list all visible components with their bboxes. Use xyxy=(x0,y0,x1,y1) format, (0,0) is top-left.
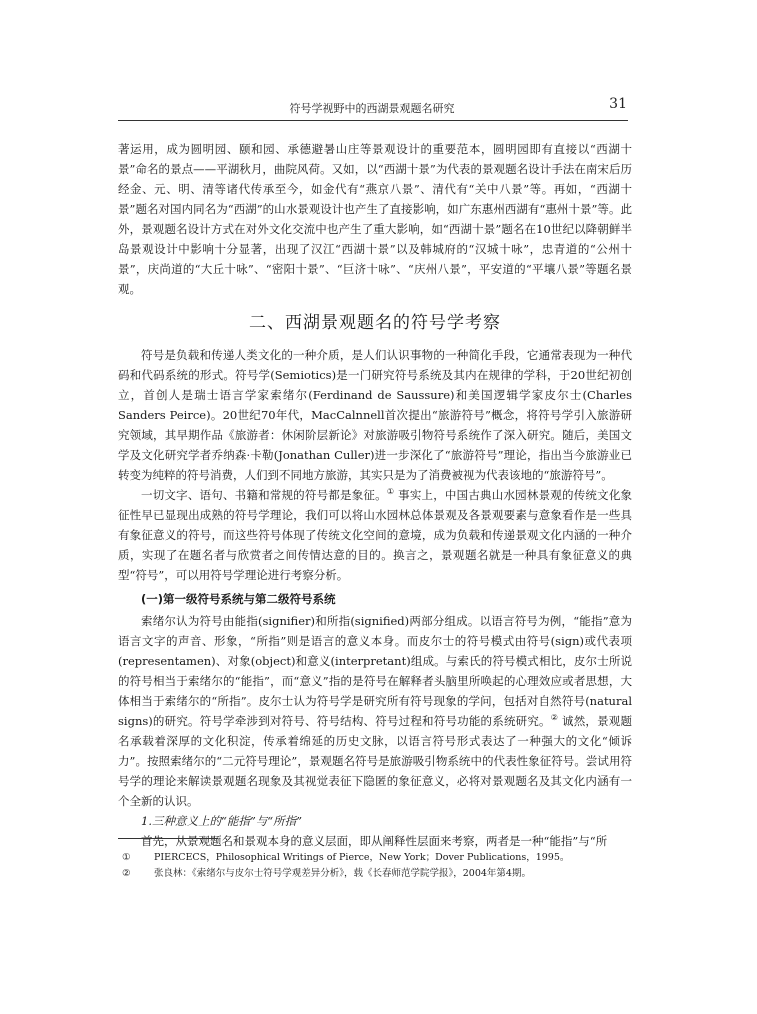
footnote xyxy=(118,850,632,866)
footnote-number: ② xyxy=(122,868,131,879)
body-text xyxy=(118,139,632,851)
paragraph-lead: 一切文字、语句、书籍和常规的符号都是象征。 xyxy=(141,488,387,502)
footnote-rule xyxy=(118,838,218,839)
paragraph-lead: 索绪尔认为符号由能指(signifier)和所指(signified)两部分组成。以语言符号为例，“能指”意为语言文字的声音、形象，“所指”则是语言的意义本身。而皮尔士的符号模式由符号(sign)或代表项(representamen)、对象(object)和意义(interpretant)组成。与索氏的符号模式相比，皮尔士所说的符号相当于索绪尔的“能指”，而“意义”指的是符号在解释者头脑里所唤起的心理效应或者思想，大体相当于索绪尔的“所指”。皮尔士认为符号学是研究所有符号现象的学问，包括对自然符号(natural signs)的研究。符号学牵涉到对符号、符号结构、符号过程和符号功能的系统研究。 xyxy=(118,614,632,728)
paragraph xyxy=(118,485,632,585)
footnote-mark: ① xyxy=(386,487,395,497)
subsection-heading: (一)第一级符号系统与第二级符号系统 xyxy=(141,592,336,606)
section-heading: 二、西湖景观题名的符号学考察 xyxy=(249,313,501,333)
footnote-mark: ② xyxy=(550,713,559,723)
footnote-number: ① xyxy=(122,852,131,863)
subsubsection-heading: 1.三种意义上的“能指”与“所指” xyxy=(141,814,302,828)
running-title: 符号学视野中的西湖景观题名研究 xyxy=(289,102,455,115)
header-rule xyxy=(118,120,628,121)
footnote-text: 张良林：《索绪尔与皮尔士符号学观差异分析》，载《长春师范学院学报》，2004年第4期。 xyxy=(154,868,531,879)
page-number: 31 xyxy=(609,96,627,112)
footnote-text: PIERCECS，Philosophical Writings of Pierce，New York；Dover Publications，1995。 xyxy=(154,852,570,863)
footnote xyxy=(118,866,632,882)
paragraph xyxy=(118,611,632,811)
paragraph-rest: 诚然，景观题名承载着深厚的文化积淀，传承着绵延的历史文脉，以语言符号形式表达了一种强大的文化“倾诉力”。按照索绪尔的“二元符号理论”，景观题名符号是旅游吸引物系统中的代表性象征符号。尝试用符号学的理论来解读景观题名现象及其视觉表征下隐匿的象征意义，必将对景观题名及其文化内涵有一个全新的认识。 xyxy=(118,714,633,808)
paragraph: 首先，从景观题名和景观本身的意义层面，即从阐释性层面来考察，两者是一种“能指”与“所 xyxy=(141,834,608,848)
paragraph-rest: 事实上，中国古典山水园林景观的传统文化象征性早已显现出成熟的符号学理论，我们可以将山水园林总体景观及各景观要素与意象看作是一些具有象征意义的符号，而这些符号体现了传统文化空间的意境，成为负载和传递景观文化内涵的一种介质，实现了在题名者与欣赏者之间传情达意的目的。换言之，景观题名就是一种具有象征意义的典型“符号”，可以用符号学理论进行考察分析。 xyxy=(118,488,633,582)
paragraph-continued: 著运用，成为圆明园、颐和园、承德避暑山庄等景观设计的重要范本，圆明园即有直接以“西湖十景”命名的景点——平湖秋月，曲院风荷。又如，以“西湖十景”为代表的景观题名设计手法在南宋后历经金、元、明、清等诸代传承至今，如金代有“燕京八景”、清代有“关中八景”等。再如，“西湖十景”题名对国内同名为“西湖”的山水景观设计也产生了直接影响，如广东惠州西湖有“惠州十景”等。此外，景观题名设计方式在对外文化交流中也产生了重大影响，如“西湖十景”题名在10世纪以降朝鲜半岛景观设计中影响十分显著，出现了汉江“西湖十景”以及韩城府的“汉城十咏”，忠青道的“公州十景”，庆尚道的“大丘十咏”、“密阳十景”、“巨济十咏”、“庆州八景”，平安道的“平壤八景”等题名景观。 xyxy=(118,142,632,296)
paragraph: 符号是负载和传递人类文化的一种介质，是人们认识事物的一种简化手段，它通常表现为一种代码和代码系统的形式。符号学(Semiotics)是一门研究符号系统及其内在规律的学科，于20世纪初创立，首创人是瑞士语言学家索绪尔(Ferdinand de Saussure)和美国逻辑学家皮尔士(Charles Sanders Peirce)。20世纪70年代，MacCalnnell首次提出“旅游符号”概念，将符号学引入旅游研究领域，其早期作品《旅游者：休闲阶层新论》对旅游吸引物符号系统作了深入研究。随后，美国文学及文化研究学者乔纳森·卡勒(Jonathan Culler)进一步深化了“旅游符号”理论，指出当今旅游业已转变为纯粹的符号消费，人们到不同地方旅游，其实只是为了消费被视为代表该地的“旅游符号”。 xyxy=(118,348,632,482)
footnotes xyxy=(118,850,632,882)
